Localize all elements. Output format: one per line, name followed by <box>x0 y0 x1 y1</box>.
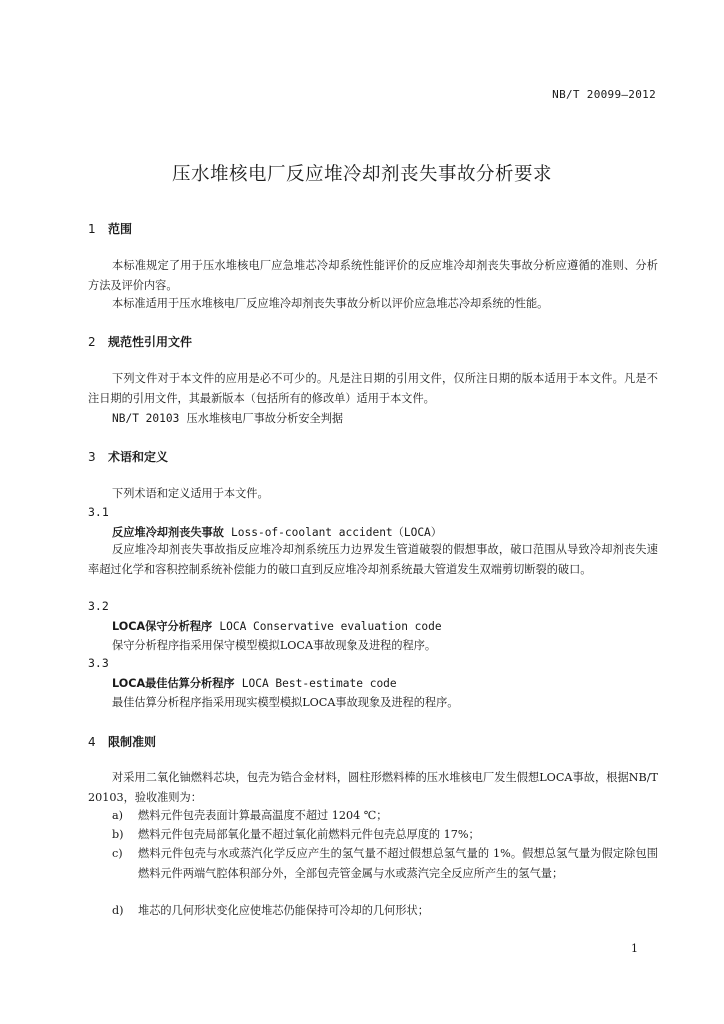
section-1-heading <box>88 220 132 237</box>
section-title: 范围 <box>108 222 133 236</box>
document-title: 压水堆核电厂反应堆冷却剂丧失事故分析要求 <box>171 164 552 185</box>
term-title <box>112 675 397 691</box>
list-label: a) <box>112 809 124 822</box>
list-item <box>112 825 658 845</box>
paragraph: 下列文件对于本文件的应用是必不可少的。凡是注日期的引用文件，仅所注日期的版本适用于本文件。凡是不注日期的引用文件，其最新版本（包括所有的修改单）适用于本文件。 <box>88 372 658 405</box>
section-number: 4 <box>88 735 96 749</box>
term-title <box>112 618 442 634</box>
standard-number: NB/T 20099—2012 <box>552 88 656 101</box>
term-name-en: LOCA Conservative evaluation code <box>219 620 442 633</box>
term-number: 3.3 <box>88 656 109 670</box>
list-label: b) <box>112 828 124 841</box>
term-definition: 反应堆冷却剂丧失事故指反应堆冷却剂系统压力边界发生管道破裂的假想事故，破口范围从导致冷却剂丧失速率超过化学和容积控制系统补偿能力的破口直到反应堆冷却剂系统最大管道发生双端剪切断裂的破口。 <box>88 543 658 576</box>
list-text: 燃料元件包壳与水或蒸汽化学反应产生的氢气量不超过假想总氢气量的 1%。假想总氢气量为假定除包围燃料元件两端气腔体积部分外，全部包壳管金属与水或蒸汽完全反应所产生的氢气量； <box>138 847 658 880</box>
section-title: 规范性引用文件 <box>108 335 193 349</box>
term-name-en: LOCA Best-estimate code <box>241 677 397 690</box>
list-item <box>112 901 658 921</box>
list-label: d) <box>112 904 124 917</box>
paragraph: 对采用二氧化铀燃料芯块，包壳为锆合金材料，圆柱形燃料棒的压水堆核电厂发生假想LOCA事故，根据NB/T 20103，验收准则为： <box>88 771 658 804</box>
list-text: 燃料元件包壳局部氧化量不超过氧化前燃料元件包壳总厚度的 17%； <box>138 828 480 841</box>
term-name-en: Loss-of-coolant accident（LOCA） <box>231 526 442 539</box>
list-text: 燃料元件包壳表面计算最高温度不超过 1204 ℃； <box>138 809 388 822</box>
section-2-heading <box>88 333 192 350</box>
term-number: 3.2 <box>88 599 109 613</box>
page-number: 1 <box>631 942 638 955</box>
section-title: 限制准则 <box>108 735 157 749</box>
section-number: 3 <box>88 450 96 464</box>
list-label: c) <box>112 847 123 860</box>
reference-code: NB/T 20103 <box>112 412 180 425</box>
paragraph: 本标准规定了用于压水堆核电厂应急堆芯冷却系统性能评价的反应堆冷却剂丧失事故分析应遵循的准则、分析方法及评价内容。 <box>88 259 658 292</box>
list-text: 堆芯的几何形状变化应使堆芯仍能保持可冷却的几何形状； <box>138 904 429 917</box>
reference-title: 压水堆核电厂事故分析安全判据 <box>186 412 344 425</box>
term-title <box>112 524 442 540</box>
list-item <box>112 806 658 826</box>
normative-reference <box>112 410 343 426</box>
term-number: 3.1 <box>88 505 109 519</box>
paragraph: 本标准适用于压水堆核电厂反应堆冷却剂丧失事故分析以评价应急堆芯冷却系统的性能。 <box>112 297 549 310</box>
section-number: 1 <box>88 222 96 236</box>
term-name-zh: LOCA最佳估算分析程序 <box>112 677 235 690</box>
term-name-zh: 反应堆冷却剂丧失事故 <box>112 526 224 539</box>
section-3-heading <box>88 448 168 465</box>
section-4-heading <box>88 733 156 750</box>
term-name-zh: LOCA保守分析程序 <box>112 620 213 633</box>
list-item <box>112 844 658 883</box>
section-number: 2 <box>88 335 96 349</box>
paragraph: 下列术语和定义适用于本文件。 <box>112 487 269 500</box>
term-definition: 最佳估算分析程序指采用现实模型模拟LOCA事故现象及进程的程序。 <box>112 696 459 709</box>
term-definition: 保守分析程序指采用保守模型模拟LOCA事故现象及进程的程序。 <box>112 639 437 652</box>
section-title: 术语和定义 <box>108 450 169 464</box>
